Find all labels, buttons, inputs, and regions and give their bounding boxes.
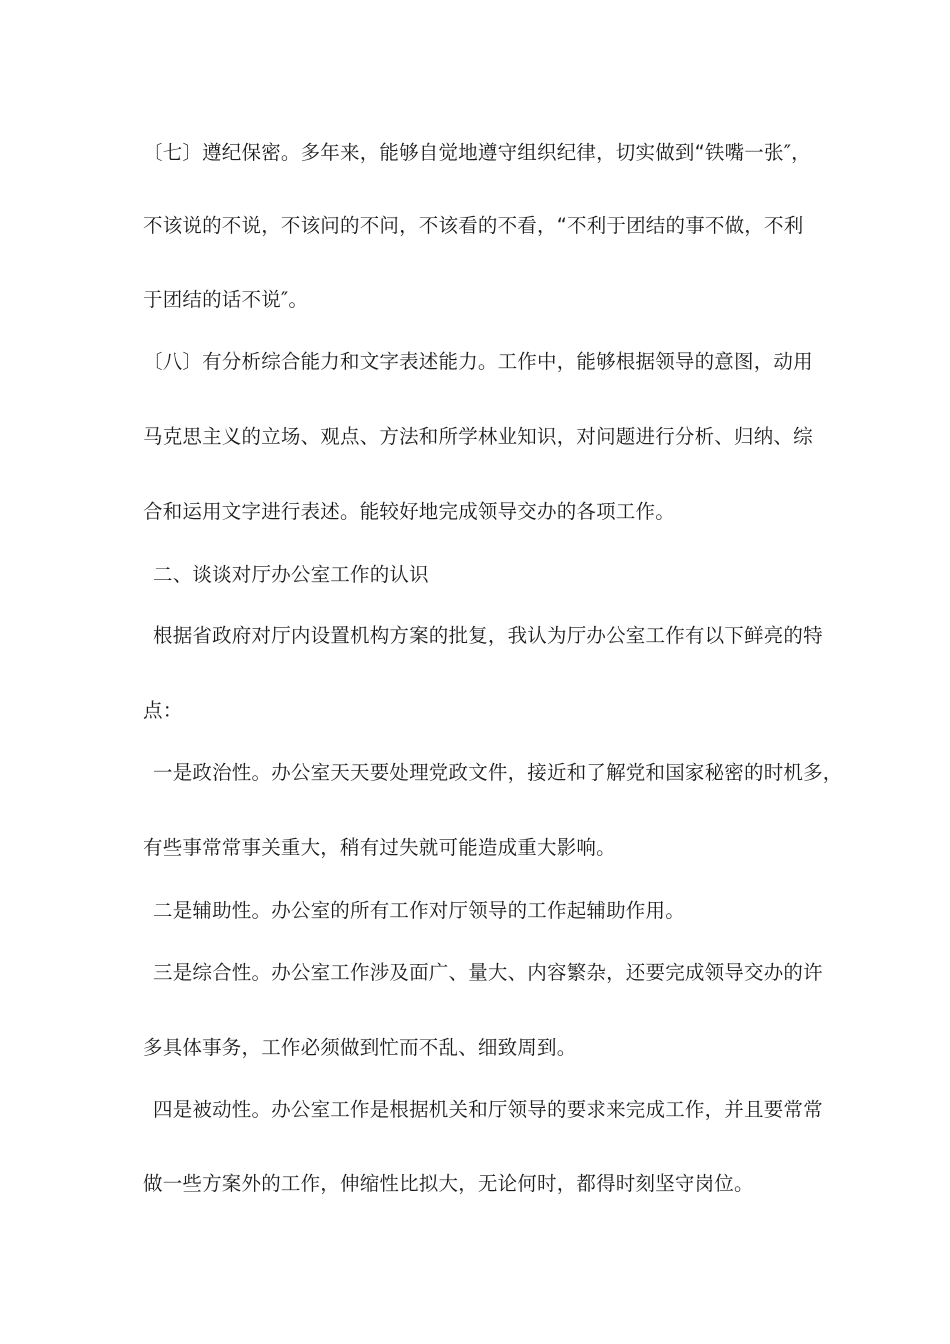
text-line: 多具体事务，工作必须做到忙而不乱、细致周到。: [143, 1036, 577, 1059]
text-line: 不该说的不说，不该问的不问，不该看的不看，“不利于团结的事不做，不利: [143, 214, 804, 237]
text-line: 于团结的话不说″。: [143, 288, 309, 311]
text-line: 〔七〕遵纪保密。多年来，能够自觉地遵守组织纪律，切实做到“铁嘴一张″，: [143, 141, 811, 164]
text-line: 根据省政府对厅内设置机构方案的批复，我认为厅办公室工作有以下鲜亮的特: [153, 624, 823, 647]
text-line: 有些事常常事关重大，稍有过失就可能造成重大影响。: [143, 836, 616, 859]
text-line: 三是综合性。办公室工作涉及面广、量大、内容繁杂，还要完成领导交办的许: [153, 961, 823, 984]
text-line: 马克思主义的立场、观点、方法和所学林业知识，对问题进行分析、归纳、综: [143, 425, 813, 448]
text-line: 二是辅助性。办公室的所有工作对厅领导的工作起辅助作用。: [153, 899, 685, 922]
text-line: 一是政治性。办公室天天要处理党政文件，接近和了解党和国家秘密的时机多，: [153, 761, 843, 784]
text-line: 点：: [143, 699, 183, 722]
text-line: 〔八〕有分析综合能力和文字表述能力。工作中，能够根据领导的意图，动用: [143, 350, 813, 373]
text-line: 合和运用文字进行表述。能较好地完成领导交办的各项工作。: [143, 500, 675, 523]
text-line: 做一些方案外的工作，伸缩性比拟大，无论何时，都得时刻坚守岗位。: [143, 1172, 754, 1195]
text-line: 四是被动性。办公室工作是根据机关和厅领导的要求来完成工作，并且要常常: [153, 1098, 823, 1121]
section-heading: 二、谈谈对厅办公室工作的认识: [153, 563, 429, 586]
